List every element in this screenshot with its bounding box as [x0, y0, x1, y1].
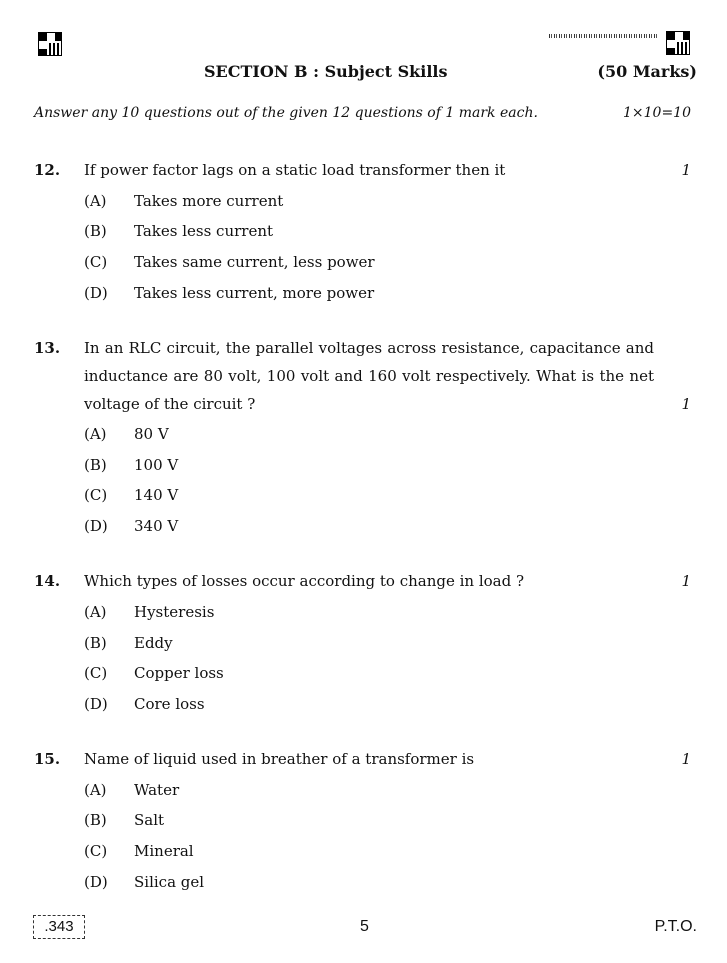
- pto-label: P.T.O.: [654, 918, 697, 935]
- option-text: Water: [134, 781, 180, 799]
- qr-code-left-icon: [38, 32, 62, 56]
- option-text: Takes less current, more power: [134, 284, 375, 302]
- option-text: Takes same current, less power: [134, 253, 375, 271]
- question-number: 14.: [34, 572, 61, 590]
- barcode-icon: [549, 34, 659, 38]
- instructions-marks: 1×10=10: [623, 105, 691, 121]
- question-text: In an RLC circuit, the parallel voltages across resistance, capacitance and inductance are 80 volt, 100 volt and 160 volt respectively. What is the net voltage of the circuit ?: [84, 339, 654, 413]
- option-label: (A): [84, 781, 107, 799]
- option-text: Salt: [134, 811, 165, 829]
- option-label: (A): [84, 192, 107, 210]
- option-text: Takes more current: [134, 192, 284, 210]
- option-label: (B): [84, 634, 107, 652]
- option-label: (D): [84, 695, 108, 713]
- question-mark: 1: [681, 395, 691, 413]
- paper-code: .343: [33, 915, 85, 939]
- option-label: (C): [84, 486, 108, 504]
- option-text: Takes less current: [134, 222, 274, 240]
- question-mark: 1: [681, 161, 691, 179]
- option-text: Mineral: [134, 842, 194, 860]
- question-number: 12.: [34, 161, 61, 179]
- instructions-text: Answer any 10 questions out of the given 12 questions of 1 mark each.: [34, 105, 538, 121]
- option-text: Hysteresis: [134, 603, 215, 621]
- option-text: 340 V: [134, 517, 179, 535]
- option-label: (A): [84, 603, 107, 621]
- option-label: (D): [84, 517, 108, 535]
- option-label: (B): [84, 222, 107, 240]
- option-text: Copper loss: [134, 664, 224, 682]
- section-title: SECTION B : Subject Skills: [204, 62, 448, 81]
- option-label: (C): [84, 664, 108, 682]
- section-marks: (50 Marks): [597, 62, 697, 81]
- option-label: (D): [84, 873, 108, 891]
- option-label: (C): [84, 842, 108, 860]
- option-text: Eddy: [134, 634, 173, 652]
- option-label: (B): [84, 456, 107, 474]
- question-text: If power factor lags on a static load transformer then it: [84, 161, 506, 179]
- option-text: 140 V: [134, 486, 179, 504]
- qr-code-right-icon: [666, 31, 690, 55]
- question-number: 15.: [34, 750, 61, 768]
- option-text: 80 V: [134, 425, 169, 443]
- option-label: (C): [84, 253, 108, 271]
- option-text: Silica gel: [134, 873, 205, 891]
- page-number: 5: [360, 918, 369, 935]
- question-text: Which types of losses occur according to change in load ?: [84, 572, 525, 590]
- option-text: Core loss: [134, 695, 205, 713]
- question-mark: 1: [681, 750, 691, 768]
- option-label: (A): [84, 425, 107, 443]
- option-text: 100 V: [134, 456, 179, 474]
- question-number: 13.: [34, 339, 61, 357]
- option-label: (B): [84, 811, 107, 829]
- question-text: Name of liquid used in breather of a transformer is: [84, 750, 475, 768]
- question-mark: 1: [681, 572, 691, 590]
- option-label: (D): [84, 284, 108, 302]
